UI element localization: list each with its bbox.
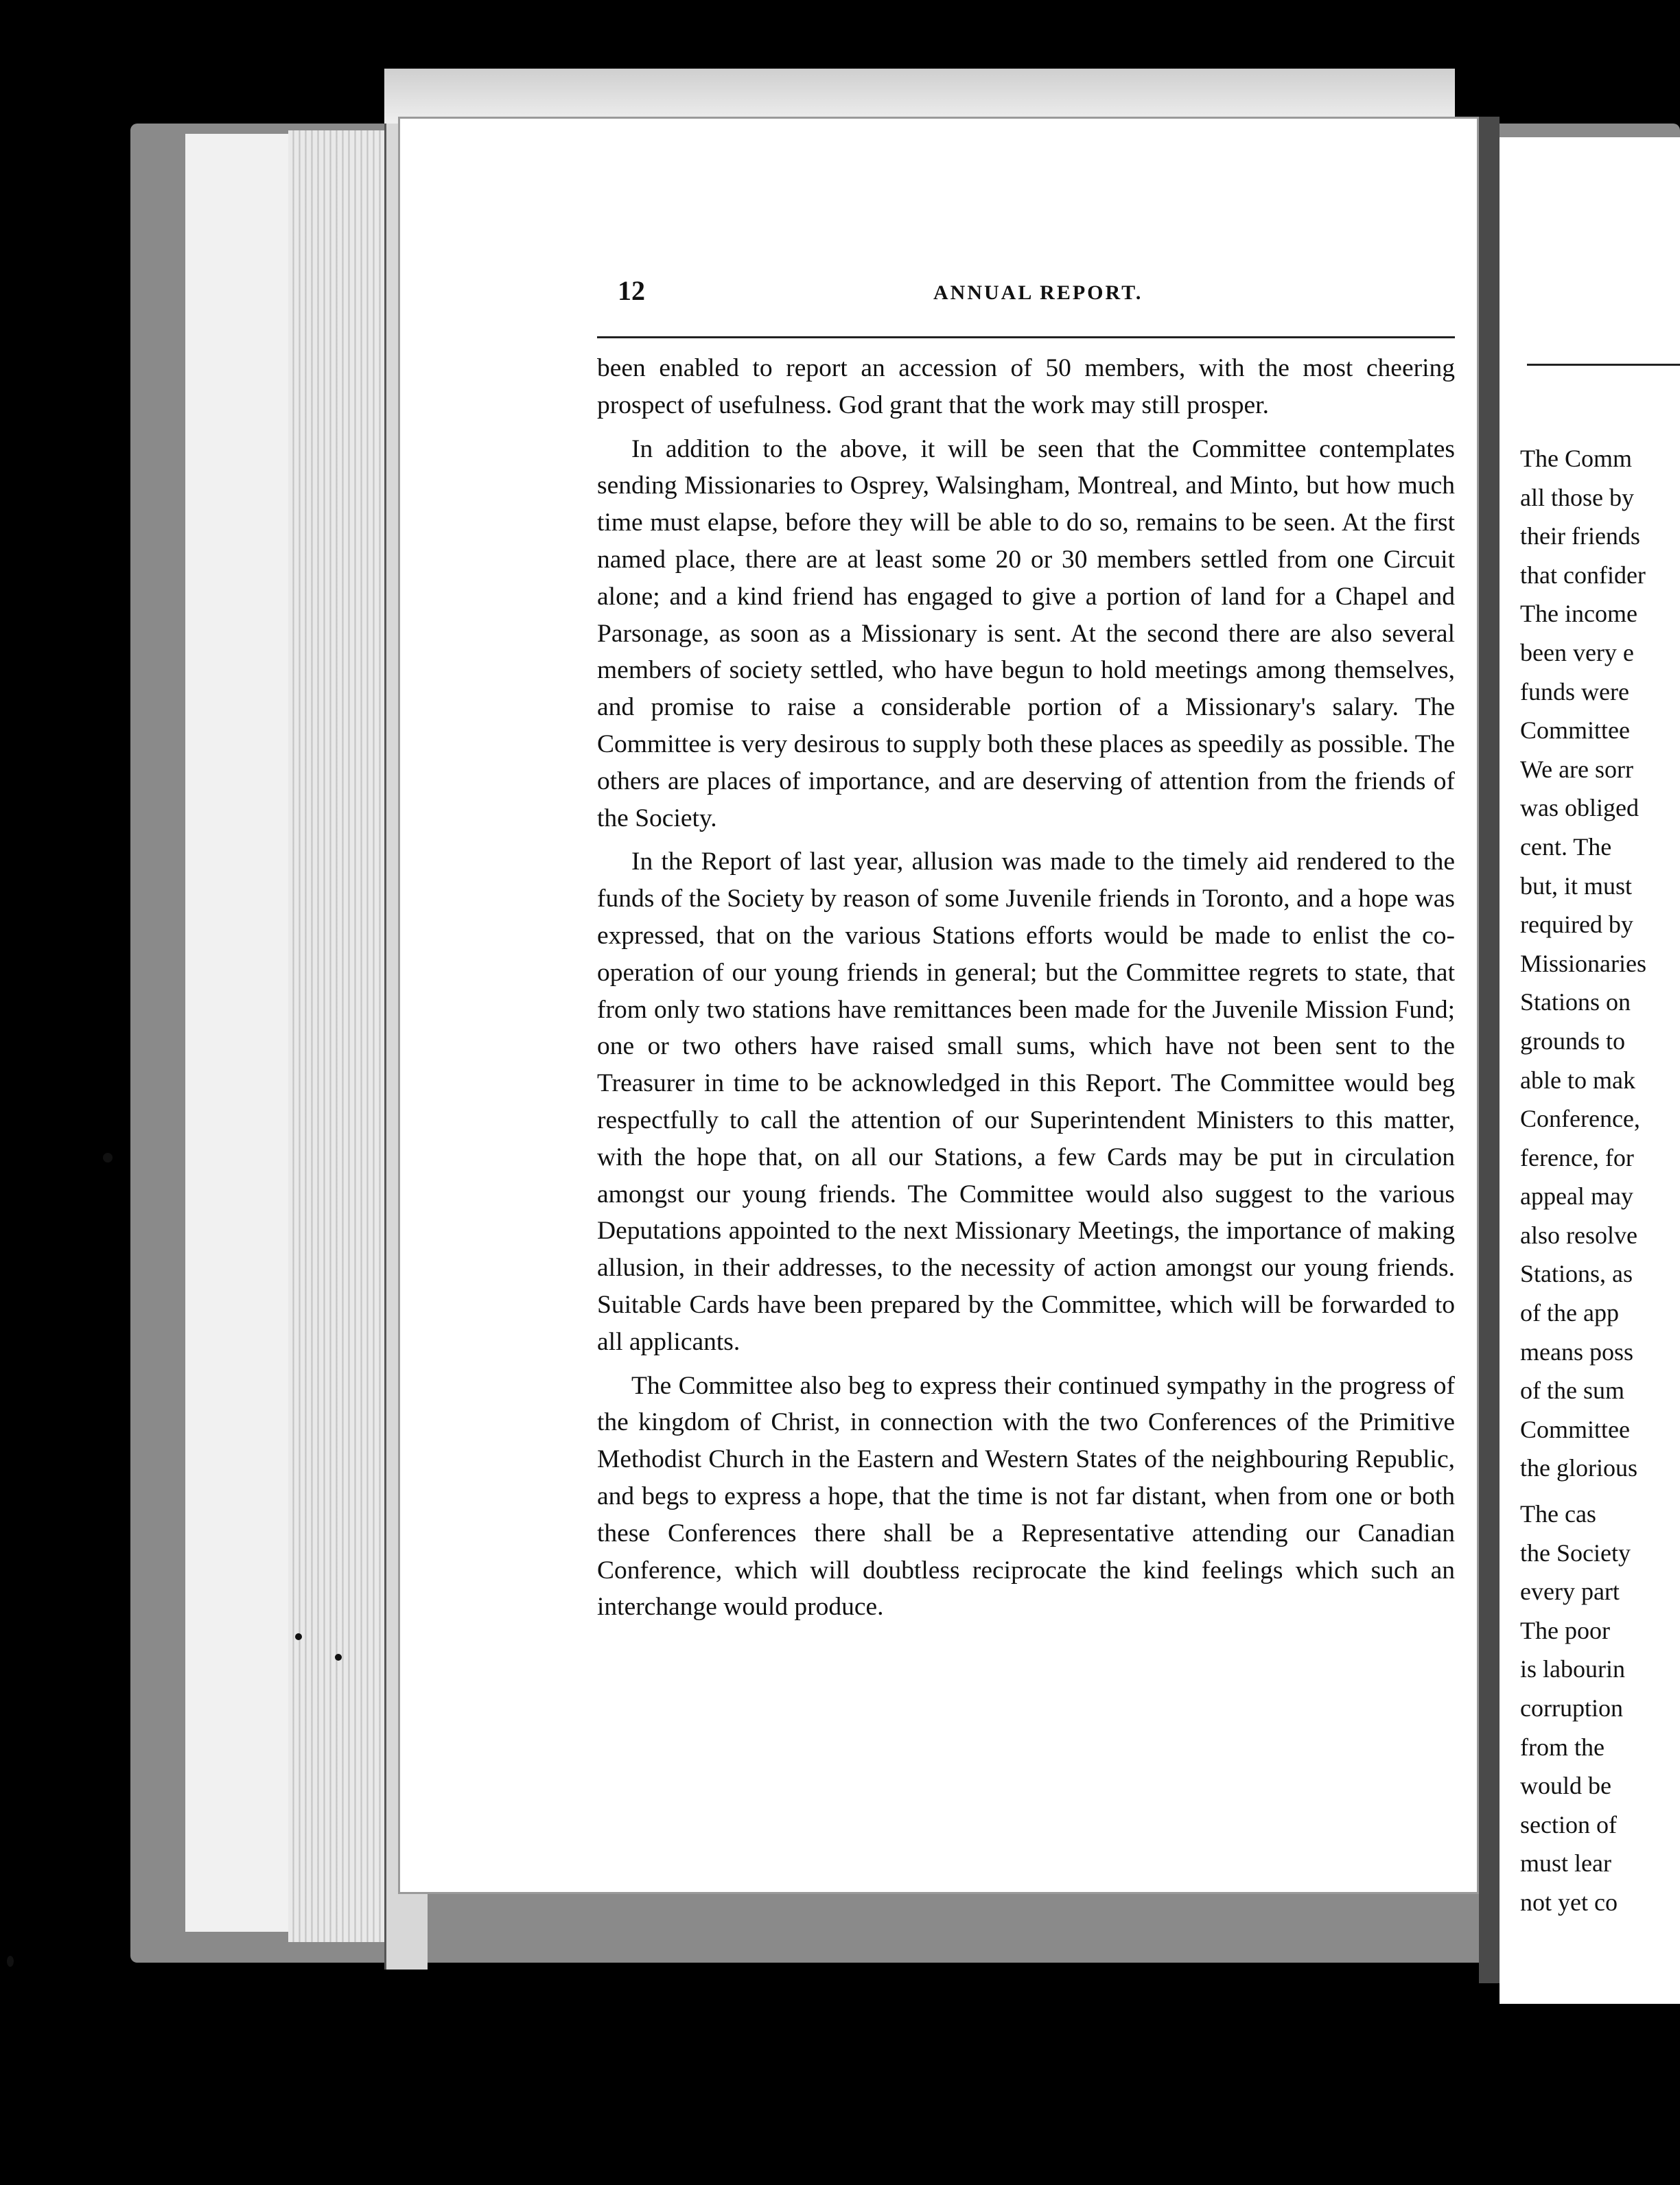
right-page <box>1500 137 1680 2004</box>
right-page-line: was obliged <box>1520 794 1639 822</box>
right-page-line: every part <box>1520 1578 1620 1606</box>
scan-speck <box>103 1153 113 1162</box>
paragraph: The Committee also beg to express their continued sympathy in the progress of the kingdom of Christ, in connection with the two Conferences of the Primitive Methodist Church in the Eastern and Western States of the neighbouring Republic, and begs to express a hope, that the time is not far distant, when from one or both these Conferences there shall be a Representative attending our Canadian Conference, which will doubtless reciprocate the kind feelings which such an interchange would produce. <box>597 1371 1455 1622</box>
right-header-rule <box>1527 364 1680 366</box>
right-page-line: funds were <box>1520 677 1629 705</box>
right-page-line: The poor <box>1520 1616 1610 1644</box>
body-text <box>597 350 1455 1626</box>
right-page-line: means poss <box>1520 1337 1633 1366</box>
right-page-line: of the app <box>1520 1299 1619 1327</box>
right-page-line: that confider <box>1520 561 1646 589</box>
right-page-line: Stations on <box>1520 988 1631 1016</box>
paragraph: In the Report of last year, allusion was made to the timely aid rendered to the funds of the Society by reason of some Juvenile friends in Toronto, and a hope was expressed, that on the various Stations efforts would be made to enlist the co-operation of our young friends in general; but the Committee regrets to state, that from only two stations have remittances been made for the Juvenile Mission Fund; one or two others have raised small sums, which have not been sent to the Treasurer in time to be acknowledged in this Report. The Committee would beg respectfully to call the attention of our Superintendent Ministers to this matter, with the hope that, on all our Stations, a few Cards may be put in circulation amongst our young friends. The Committee would also suggest to the various Deputations appointed to the next Missionary Meetings, the importance of making allusion, in their addresses, to the necessity of action amongst our young friends. Suitable Cards have been prepared by the Committee, which will be forwarded to all applicants. <box>597 848 1455 1356</box>
right-page-line: Committee <box>1520 716 1630 745</box>
scan-speck <box>7 1956 14 1967</box>
right-page-line: section of <box>1520 1810 1617 1838</box>
page-top-edge <box>384 69 1455 124</box>
right-page-line: their friends <box>1520 522 1640 550</box>
right-page-line: would be <box>1520 1772 1611 1800</box>
right-page-line: ference, for <box>1520 1143 1634 1171</box>
right-page-line: We are sorr <box>1520 755 1634 783</box>
right-page-line: required by <box>1520 911 1633 939</box>
right-page-line: appeal may <box>1520 1182 1633 1211</box>
right-page-line: Stations, as <box>1520 1260 1633 1288</box>
scan-speck <box>335 1654 342 1661</box>
right-page-line: is labourin <box>1520 1655 1625 1683</box>
right-page-line: the Society <box>1520 1539 1631 1567</box>
right-page-line: all those by <box>1520 483 1634 511</box>
right-page-line: The cas <box>1520 1500 1596 1528</box>
right-page-line: also resolve <box>1520 1221 1637 1249</box>
right-page-line: able to mak <box>1520 1066 1635 1094</box>
page-header <box>604 268 1462 316</box>
header-rule <box>597 336 1455 338</box>
right-page-gap <box>1520 1488 1680 1495</box>
right-page-line: from the <box>1520 1733 1605 1761</box>
right-page-line: Committee <box>1520 1415 1630 1443</box>
right-page-line: Conference, <box>1520 1105 1640 1133</box>
right-page-line: The Comm <box>1520 445 1632 472</box>
right-page-line: been very e <box>1520 638 1634 666</box>
paragraph: been enabled to report an accession of 50 members, with the most cheering prospect of usefulness. God grant that the work may still prosper. <box>597 354 1455 419</box>
scan-speck <box>295 1633 302 1640</box>
right-page-line: The income <box>1520 600 1637 628</box>
book-gutter <box>1479 117 1500 1983</box>
paragraph: In addition to the above, it will be seen that the Committee contemplates sending Missionaries to Osprey, Walsingham, Montreal, and Minto, but how much time must elapse, before they will be able to do so, remains to be seen. At the first named place, there are at least some 20 or 30 members settled from one Circuit alone; and a kind friend has engaged to give a portion of land for a Chapel and Parsonage, as soon as a Missionary is sent. At the second there are also several members of society settled, who have begun to hold meetings among themselves, and promise to raise a considerable portion of a Missionary's salary. The Committee is very desirous to supply both these places as speedily as possible. The others are places of importance, and are deserving of attention from the friends of the Society. <box>597 434 1455 832</box>
right-page-line: of the sum <box>1520 1377 1624 1405</box>
right-page-line: but, it must <box>1520 872 1633 900</box>
right-page-text <box>1520 439 1680 1922</box>
right-page-line: corruption <box>1520 1694 1623 1722</box>
right-page-line: Missionaries <box>1520 949 1646 977</box>
running-head: ANNUAL REPORT. <box>933 281 1143 304</box>
right-page-line: grounds to <box>1520 1027 1625 1055</box>
right-page-line: the glorious <box>1520 1454 1637 1482</box>
right-page-line: must lear <box>1520 1849 1611 1878</box>
right-page-line: cent. The <box>1520 832 1612 861</box>
page-number: 12 <box>618 275 645 306</box>
right-page-line: not yet co <box>1520 1888 1618 1916</box>
